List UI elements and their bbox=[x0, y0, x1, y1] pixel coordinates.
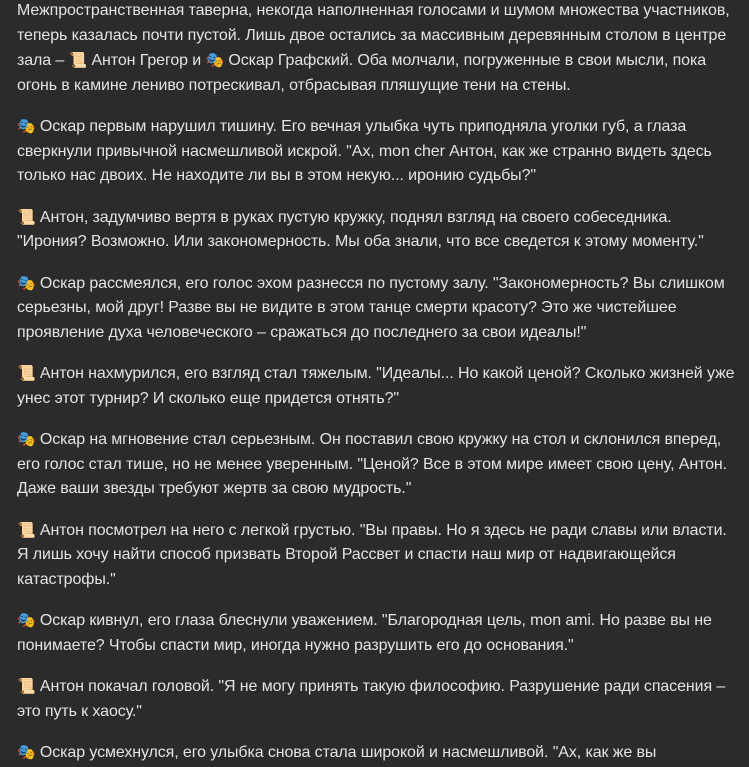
scroll-icon: 📜 bbox=[17, 677, 36, 695]
story-paragraph bbox=[17, 608, 735, 658]
paragraph-text: Оскар на мгновение стал серьезным. Он поставил свою кружку на стол и склонился вперед, его голос стал тише, но не менее уверенным. "Ценой? Все в этом мире имеет свою цену, Антон. Даже ваши звезды требуют жертв за свою мудрость." bbox=[17, 431, 728, 497]
paragraph-text: Антон Грегор и bbox=[87, 52, 206, 69]
paragraph-text: Оскар Графский. Оба молчали, погруженные в свои мысли, пока огонь в камине лениво потрескивал, отбрасывая пляшущие тени на стены. bbox=[17, 52, 707, 94]
paragraph-text: Антон посмотрел на него с легкой грустью. "Вы правы. Но я здесь не ради славы или власти. Я лишь хочу найти способ призвать Второй Рассвет и спасти наш мир от надвигающейся катастрофы." bbox=[17, 521, 727, 588]
scroll-icon: 📜 bbox=[17, 364, 36, 382]
story-paragraph bbox=[17, 674, 735, 724]
paragraph-text: Оскар первым нарушил тишину. Его вечная улыбка чуть приподняла уголки губ, а глаза сверкнули привычной насмешливой искрой. "Ах, mon cher Антон, как же странно видеть здесь только нас двоих. Не находите ли вы в этом некую... иронию судьбы?" bbox=[17, 118, 712, 184]
theater-masks-icon: 🎭 bbox=[17, 743, 36, 761]
theater-masks-icon: 🎭 bbox=[17, 611, 36, 629]
paragraph-text: Оскар рассмеялся, его голос эхом разнесся по пустому залу. "Закономерность? Вы слишком серьезны, мой друг! Разве вы не видите в этом танце смерти красоту? Это же чистейшее проявление духа человеческого – сражаться до последнего за свои идеалы!" bbox=[17, 274, 725, 341]
story-paragraph bbox=[17, 740, 735, 766]
story-paragraph bbox=[17, 205, 735, 255]
scroll-icon: 📜 bbox=[68, 51, 88, 69]
paragraph-text: Антон нахмурился, его взгляд стал тяжелым. "Идеалы... Но какой ценой? Сколько жизней уже унес этот турнир? И сколько еще придется отнять?" bbox=[17, 365, 735, 407]
paragraph-text: Межпространственная таверна, некогда наполненная голосами и шумом множества участников, теперь казалась почти пустой. Лишь двое остались за массивным деревянным столом в центре зала – bbox=[17, 2, 730, 69]
theater-masks-icon: 🎭 bbox=[17, 430, 36, 448]
theater-masks-icon: 🎭 bbox=[205, 51, 225, 69]
story-paragraph bbox=[17, 114, 735, 189]
story-paragraph bbox=[17, 518, 735, 593]
story-paragraph bbox=[17, 271, 735, 346]
story-paragraph bbox=[17, 427, 735, 502]
story-paragraph bbox=[17, 361, 735, 411]
theater-masks-icon: 🎭 bbox=[17, 117, 36, 135]
theater-masks-icon: 🎭 bbox=[17, 273, 36, 292]
paragraph-text: Оскар кивнул, его глаза блеснули уважением. "Благородная цель, mon ami. Но разве вы не понимаете? Чтобы спасти мир, иногда нужно разрушить его до основания." bbox=[17, 612, 712, 654]
scroll-icon: 📜 bbox=[17, 207, 36, 226]
scroll-icon: 📜 bbox=[17, 520, 36, 539]
story-paragraph bbox=[17, 0, 735, 98]
paragraph-text: Оскар усмехнулся, его улыбка снова стала широкой и насмешливой. "Ах, как же вы bbox=[35, 744, 657, 761]
paragraph-text: Антон покачал головой. "Я не могу принять такую философию. Разрушение ради спасения – это путь к хаосу." bbox=[17, 678, 726, 720]
paragraph-text: Антон, задумчиво вертя в руках пустую кружку, поднял взгляд на своего собеседника. "Ирония? Возможно. Или закономерность. Мы оба знали, что все сведется к этому моменту." bbox=[17, 208, 704, 250]
